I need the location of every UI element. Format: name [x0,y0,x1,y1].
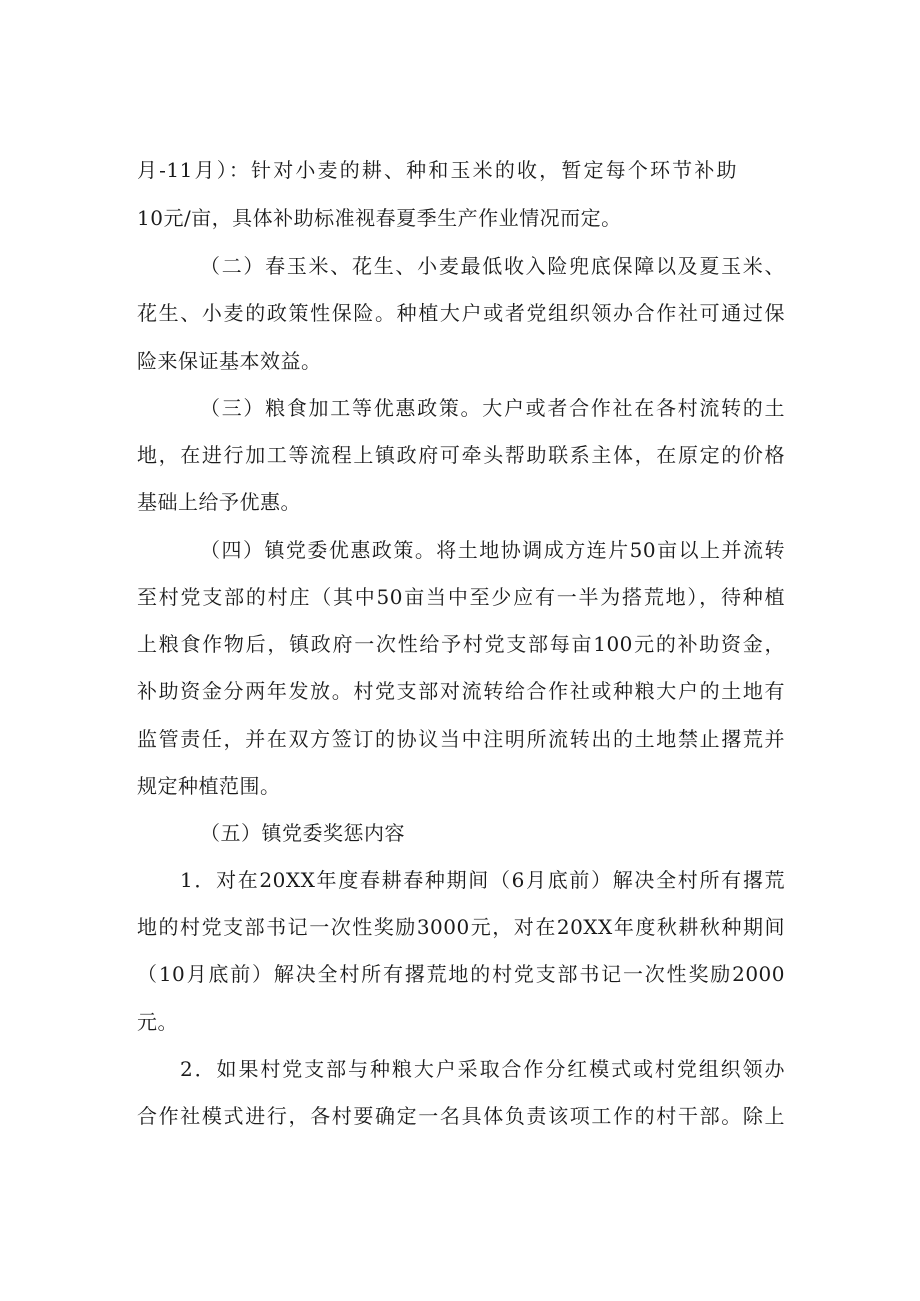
text-line: （三）粮食加工等优惠政策。大户或者合作社在各村流转的土 [200,396,785,420]
text-line: 10元/亩，具体补助标准视春夏季生产作业情况而定。 [137,206,622,230]
text-line: （二）春玉米、花生、小麦最低收入险兜底保障以及夏玉米、 [200,254,785,278]
text-line: 月-11月）：针对小麦的耕、种和玉米的收，暂定每个环节补助 [137,158,737,182]
text-line: 地的村党支部书记一次性奖励3000元，对在20XX年度秋耕秋种期间 [137,915,785,939]
text-line: 规定种植范围。 [137,774,281,798]
text-line: 元。 [137,1010,178,1034]
text-line: 基础上给予优惠。 [137,490,301,514]
text-line: （10月底前）解决全村所有撂荒地的村党支部书记一次性奖励2000 [137,962,785,986]
text-line: 地，在进行加工等流程上镇政府可牵头帮助联系主体，在原定的价格 [137,443,785,467]
text-line: 至村党支部的村庄（其中50亩当中至少应有一半为搭荒地），待种植 [137,585,785,609]
text-line: 合作社模式进行，各村要确定一名具体负责该项工作的村干部。除上 [137,1104,785,1128]
text-line: （四）镇党委优惠政策。将土地协调成方连片50亩以上并流转 [200,538,785,562]
text-line: 上粮食作物后，镇政府一次性给予村党支部每亩100元的补助资金， [137,632,785,656]
text-line: 补助资金分两年发放。村党支部对流转给合作社或种粮大户的土地有 [137,679,785,703]
text-line: 险来保证基本效益。 [137,349,322,373]
section-heading: （五）镇党委奖惩内容 [200,821,405,845]
text-line: 花生、小麦的政策性保险。种植大户或者党组织领办合作社可通过保 [137,301,785,325]
text-line: 2．如果村党支部与种粮大户采取合作分红模式或村党组织领办 [180,1057,785,1081]
text-line: 1．对在20XX年度春耕春种期间（6月底前）解决全村所有撂荒 [180,868,785,892]
text-line: 监管责任，并在双方签订的协议当中注明所流转出的土地禁止撂荒并 [137,727,785,751]
